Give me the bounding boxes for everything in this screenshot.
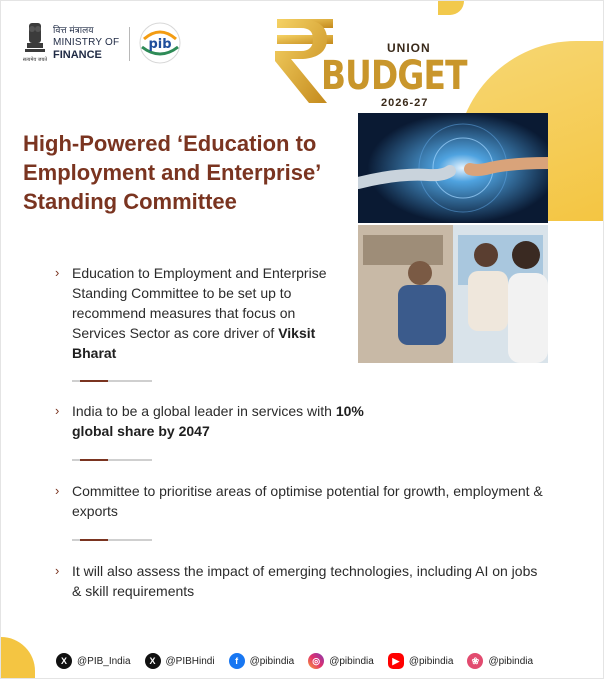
social-handle: @pibindia: [408, 655, 454, 667]
header-divider: [129, 27, 130, 61]
chevron-right-icon: ›: [55, 265, 60, 280]
facebook-icon: f: [229, 653, 245, 669]
workers-image: [358, 225, 548, 363]
emblem-caption: सत्यमेव जयते: [23, 57, 47, 63]
chevron-right-icon: ›: [55, 563, 60, 578]
social-link-x-pib-india[interactable]: [56, 653, 131, 669]
national-emblem-icon: [23, 21, 47, 63]
social-link-x-pib-hindi[interactable]: [145, 653, 215, 669]
social-handle: @PIB_India: [77, 655, 131, 667]
ministry-line2: FINANCE: [53, 49, 102, 61]
separator-line: [72, 539, 152, 541]
bullet-plain-text: India to be a global leader in services with: [72, 403, 336, 419]
social-handle: @pibindia: [249, 655, 295, 667]
pib-logo-text: pib: [148, 37, 172, 52]
sharechat-icon: ❀: [467, 653, 483, 669]
social-footer: [56, 651, 533, 671]
bullet-plain-text: It will also assess the impact of emerging technologies, including AI on jobs & skill requirements: [72, 563, 538, 599]
youtube-icon: ▶: [388, 653, 404, 669]
chevron-right-icon: ›: [55, 483, 60, 498]
page-title: High-Powered ‘Education to Employment and Enterprise’ Standing Committee: [23, 131, 321, 214]
budget-union-label: UNION: [387, 41, 431, 55]
bullet-text: [72, 401, 402, 441]
bullet-bold-text: Viksit Bharat: [72, 325, 316, 361]
social-link-facebook[interactable]: [229, 653, 295, 669]
social-handle: @PIBHindi: [165, 655, 215, 667]
instagram-icon: ◎: [308, 653, 324, 669]
pib-logo-icon: [138, 21, 182, 65]
ai-handshake-image: [358, 113, 548, 223]
social-handle: @pibindia: [329, 655, 374, 667]
x-icon: X: [56, 653, 72, 669]
bullet-text: [72, 561, 547, 601]
ministry-label: [53, 25, 119, 61]
budget-word: BUDGET: [321, 53, 467, 99]
social-link-youtube[interactable]: [388, 653, 454, 669]
bullet-plain-text: Committee to prioritise areas of optimise potential for growth, employment & exports: [72, 483, 543, 519]
decorative-shape-top: [438, 1, 464, 15]
bullet-bold-text: 10% global share by 2047: [72, 403, 364, 439]
social-link-instagram[interactable]: [308, 653, 374, 669]
separator-line: [72, 459, 152, 461]
bullet-text: [72, 481, 547, 521]
bullet-plain-text: Education to Employment and Enterprise Standing Committee to be set up to recommend measures that focus on Services Sector as core driver of: [72, 265, 327, 341]
chevron-right-icon: ›: [55, 403, 60, 418]
x-icon: X: [145, 653, 161, 669]
decorative-shape-bottom: [1, 637, 35, 679]
ministry-hindi: वित्त मंत्रालय: [53, 26, 94, 36]
ministry-line1: MINISTRY OF: [53, 37, 120, 48]
bullet-text: [72, 263, 347, 363]
separator-line: [72, 380, 152, 382]
social-handle: @pibindia: [488, 655, 534, 667]
budget-year: 2026-27: [381, 97, 429, 109]
social-link-sharechat[interactable]: [467, 653, 533, 669]
